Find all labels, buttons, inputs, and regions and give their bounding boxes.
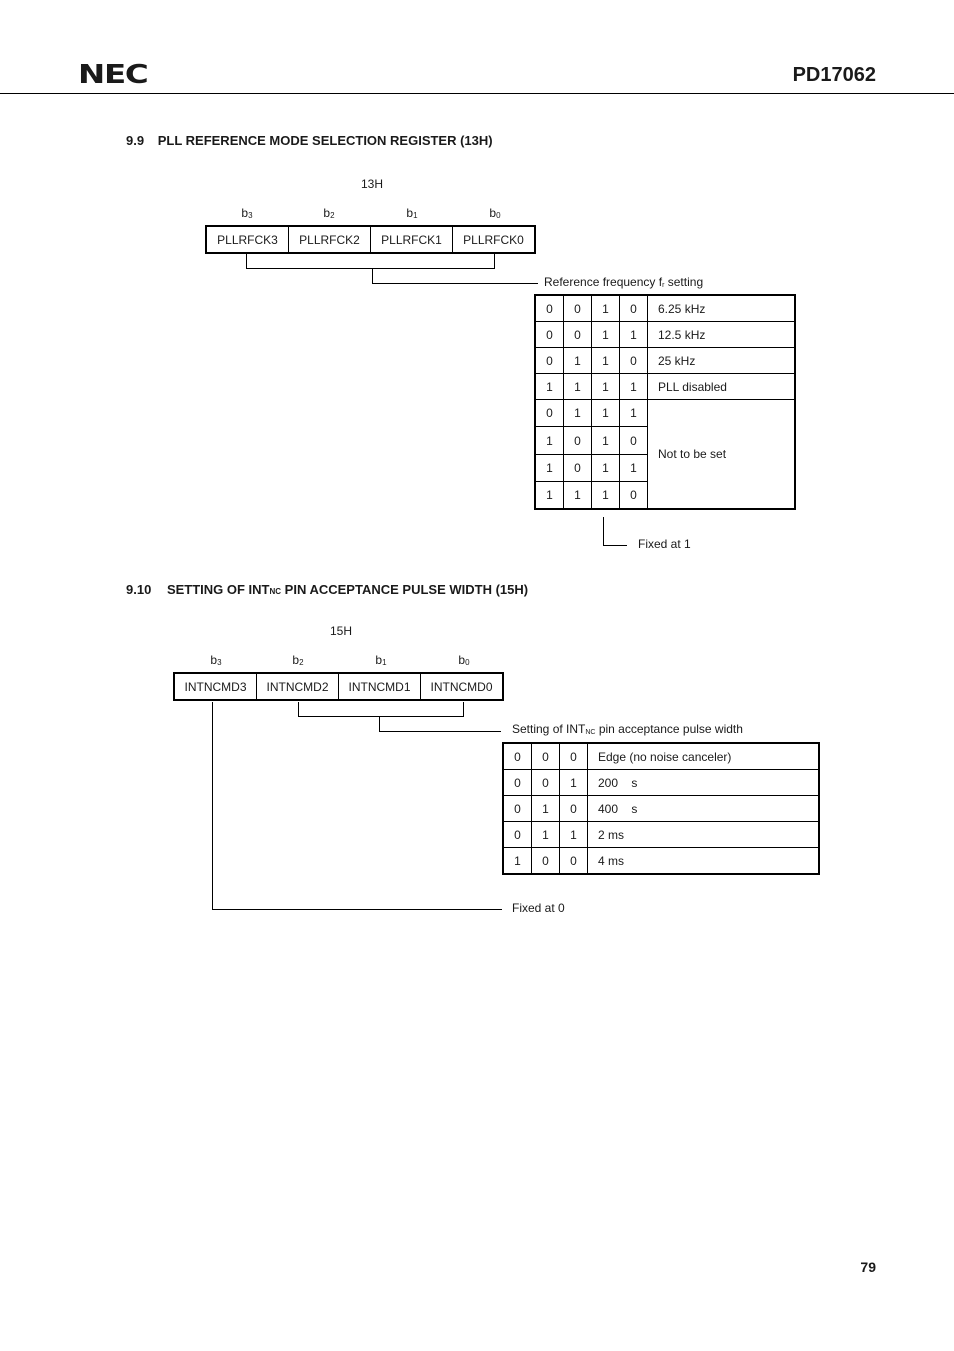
connector-line [603, 545, 627, 546]
register-bit-cell: INTNCMD1 [339, 673, 421, 700]
table-caption: Setting of $INT_{NC}$ pin acceptance pulse width [512, 722, 743, 736]
table-row: 0 0 0 Edge (no noise canceler) [503, 743, 819, 770]
section-heading: SETTING OF INTNC PIN ACCEPTANCE PULSE WIDTH (15H) [166, 582, 529, 597]
bit-label-b1: $b_1$ [406, 206, 418, 220]
connector-line [246, 254, 247, 268]
bit-label-b0: $b_0$ [489, 206, 501, 220]
connector-line [463, 702, 464, 716]
register-address: 13H [361, 177, 384, 191]
register-bit-cell: INTNCMD0 [421, 673, 504, 700]
table-row: 1 1 1 0 [535, 482, 795, 510]
register-intncmd [173, 672, 504, 701]
register-bit-cell: PLLRFCK3 [206, 226, 289, 253]
fixed-note: Fixed at 1 [638, 537, 691, 551]
table-row: 1 1 1 1 PLL disabled [535, 374, 795, 400]
register-bit-cell: PLLRFCK1 [371, 226, 453, 253]
table-row: 0 1 1 0 25 kHz [535, 348, 795, 374]
section-heading: PLL REFERENCE MODE SELECTION REGISTER (13H) [157, 133, 493, 148]
register-bit-cell: INTNCMD2 [257, 673, 339, 700]
fixed-note: Fixed at 0 [512, 901, 565, 915]
register-pllrfck [205, 225, 536, 254]
table-row: 0 0 1 200 s [503, 770, 819, 796]
connector-line [379, 716, 380, 731]
connector-line [603, 517, 604, 546]
bit-labels [206, 206, 536, 222]
connector-line [372, 268, 373, 283]
connector-line [372, 283, 538, 284]
table-row: 0 0 1 1 12.5 kHz [535, 322, 795, 348]
register-bit-cell: PLLRFCK0 [453, 226, 536, 253]
table-caption: Reference frequency $f_r$ setting [544, 275, 704, 289]
pll-settings-table [534, 294, 796, 510]
register-bit-cell: PLLRFCK2 [289, 226, 371, 253]
bit-label-b2: $b_2$ [323, 206, 335, 220]
section-number: 9.9 [126, 133, 145, 148]
bit-label-b0: $b_0$ [458, 653, 470, 667]
header-rule [0, 93, 954, 94]
table-row: 0 0 1 0 6.25 kHz [535, 295, 795, 322]
section-9-10-title [126, 582, 528, 597]
page-number: 79 [860, 1259, 876, 1275]
section-number: 9.10 [126, 582, 152, 597]
document-id: PD17062 [792, 64, 876, 86]
connector-line [212, 702, 213, 909]
table-row: 1 0 0 4 ms [503, 848, 819, 875]
connector-line [212, 909, 502, 910]
table-row: 0 1 1 1 Not to be set [535, 400, 795, 427]
intnc-pulse-width-table [502, 742, 820, 875]
bit-label-b3: $b_3$ [210, 653, 222, 667]
section-9-9-title [126, 133, 493, 148]
table-row: 0 1 1 2 ms [503, 822, 819, 848]
table-row: 0 1 0 400 s [503, 796, 819, 822]
table-row: 1 0 1 0 [535, 427, 795, 455]
connector-line [298, 716, 464, 717]
merged-description: Not to be set [648, 400, 796, 510]
connector-line [379, 731, 501, 732]
register-bit-cell: INTNCMD3 [174, 673, 257, 700]
bit-label-b1: $b_1$ [375, 653, 387, 667]
connector-line [298, 702, 299, 716]
bit-label-b2: $b_2$ [292, 653, 304, 667]
nec-logo: NEC [78, 60, 148, 90]
bit-labels [175, 653, 505, 669]
connector-line [246, 268, 495, 269]
bit-label-b3: $b_3$ [241, 206, 253, 220]
connector-line [494, 254, 495, 268]
table-row: 1 0 1 1 [535, 455, 795, 482]
register-address: 15H [330, 624, 353, 638]
